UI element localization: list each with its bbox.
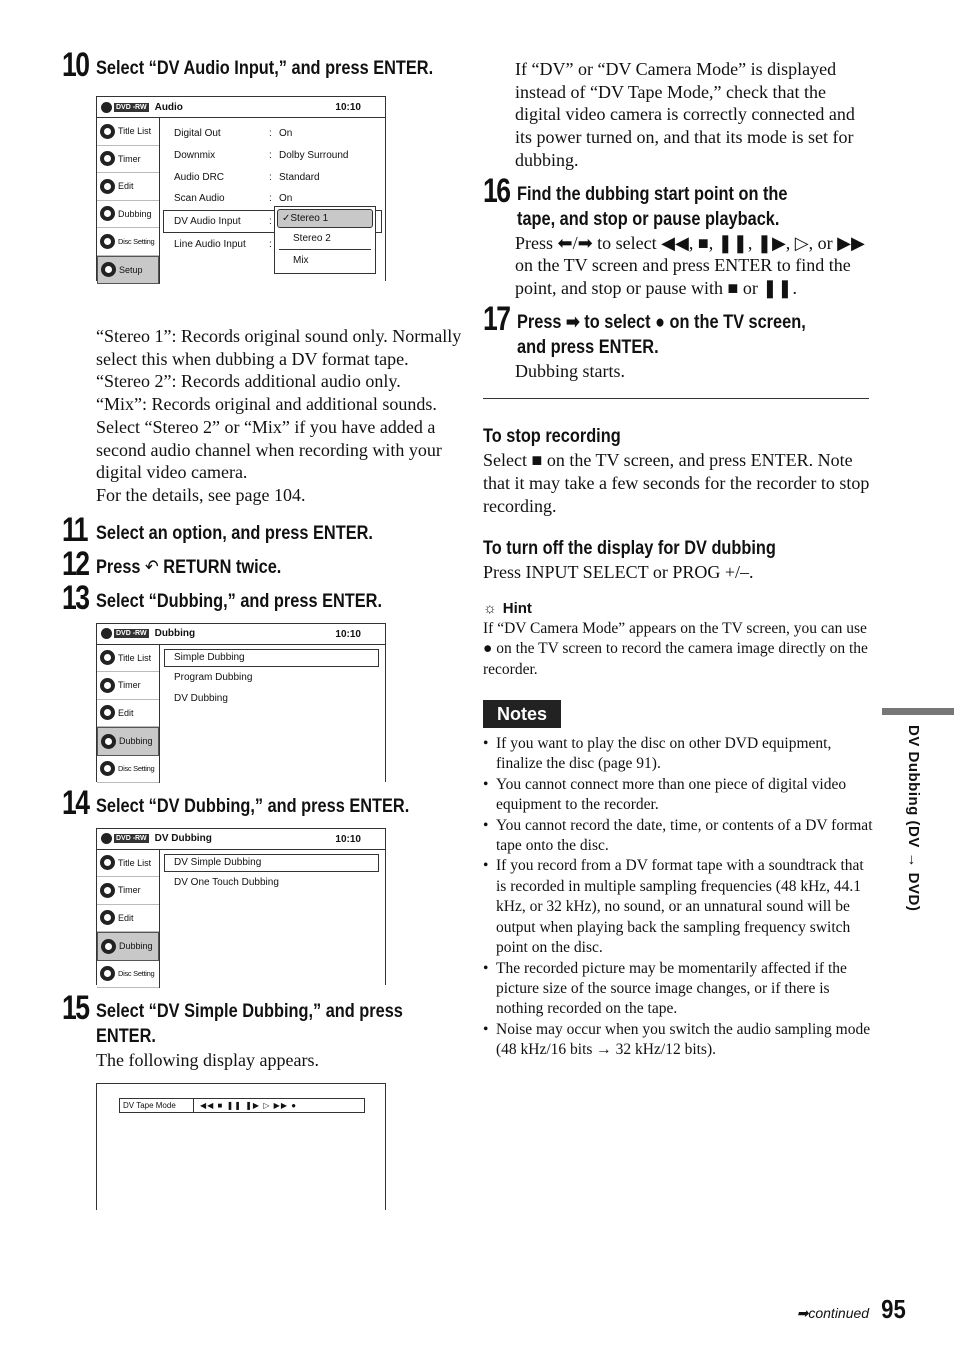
- step-17: [483, 299, 873, 360]
- menu-item-edit[interactable]: Edit: [97, 905, 159, 933]
- step-15-text: The following display appears.: [96, 1049, 319, 1070]
- dvd-rw-badge: DVD -RW: [116, 835, 147, 843]
- side-menu: [97, 118, 160, 284]
- edit-icon: [100, 705, 115, 720]
- timer-icon: [100, 151, 115, 166]
- step-title: Select “DV Audio Input,” and press ENTER.: [95, 58, 433, 79]
- menu-item-dubbing[interactable]: Dubbing: [97, 727, 159, 756]
- dv-tape-mode-screen: [96, 1083, 386, 1210]
- screen-header: [97, 97, 385, 118]
- side-section-label: DV Dubbing (DV → DVD): [905, 725, 922, 912]
- dvd-rw-badge: DVD -RW: [116, 103, 147, 111]
- setting-row[interactable]: Digital Out : On: [174, 128, 293, 140]
- note-item: • You cannot record the date, time, or contents of a DV format tape onto the disc.: [483, 816, 873, 857]
- screen-title: Audio: [154, 101, 183, 113]
- step-title: Select an option, and press ENTER.: [96, 522, 373, 544]
- side-menu: [97, 645, 160, 784]
- dv-mode-text: If “DV” or “DV Camera Mode” is displayed instead of “DV Tape Mode,” check that the digital video camera is correctly connected and its power turned on, and that its mode is set for dubbing.: [515, 59, 855, 170]
- paragraph: “Stereo 1”: Records original sound only. Normally select this when dubbing a DV format tape.: [96, 326, 462, 369]
- audio-settings: [160, 118, 385, 284]
- tape-control-bar: [119, 1098, 365, 1113]
- note-item: • If you record from a DV format tape with a soundtrack that is recorded in multiple sampling frequencies (48 kHz, 44.1 kHz, or 32 kHz), no sound, or an unnatural sound will be output when playing back the sampling frequency switch point on the disc.: [483, 856, 873, 958]
- menu-item-disc-setting[interactable]: Disc Setting: [97, 961, 159, 989]
- step-number: 10: [62, 46, 89, 84]
- paragraph: Select “Stereo 2” or “Mix” if you have added a second audio channel when recording with your digital video camera.: [96, 416, 442, 483]
- tape-controls[interactable]: ◀◀ ■ ❚❚ ❚▶ ▷ ▶▶ ●: [200, 1101, 298, 1111]
- popup-option-stereo-2[interactable]: Stereo 2: [279, 228, 371, 250]
- dubbing-icon: [101, 734, 116, 749]
- menu-item-timer[interactable]: Timer: [97, 672, 159, 700]
- step-title: Press ↶ RETURN twice.: [96, 556, 282, 578]
- audio-screen: [96, 96, 386, 281]
- menu-item-dubbing[interactable]: Dubbing: [97, 201, 159, 229]
- side-menu: [97, 850, 160, 989]
- step-number: 11: [62, 510, 87, 549]
- stop-recording-text: Select ■ on the TV screen, and press ENTER. Note that it may take a few seconds for the recorder to stop recording.: [483, 450, 870, 516]
- notes-badge: Notes: [483, 700, 561, 728]
- left-column: [62, 48, 462, 1210]
- note-item: • Noise may occur when you switch the audio sampling mode (48 kHz/16 bits → 32 kHz/12 bits).: [483, 1020, 873, 1061]
- step-number: 13: [62, 578, 89, 617]
- screen-title: DV Dubbing: [154, 833, 212, 845]
- stereo-description: [62, 325, 462, 507]
- setting-row-selected[interactable]: DV Audio Input :: [163, 210, 382, 234]
- hint-heading: ☼ Hint: [483, 600, 532, 618]
- popup-option-mix[interactable]: Mix: [293, 255, 309, 266]
- menu-item-disc-setting[interactable]: Disc Setting: [97, 228, 159, 256]
- setting-row[interactable]: Audio DRC : Standard: [174, 171, 320, 183]
- notes-list: [483, 734, 873, 1061]
- menu-item-title-list[interactable]: Title List: [97, 118, 159, 146]
- setting-row[interactable]: Line Audio Input :: [174, 238, 272, 250]
- timer-icon: [100, 678, 115, 693]
- setting-row[interactable]: Scan Audio : On: [174, 193, 293, 205]
- step-title: Find the dubbing start point on the tape, and stop or pause playback.: [516, 183, 788, 230]
- disc-icon: [101, 833, 112, 844]
- step-11: [62, 510, 462, 549]
- step-number: 17: [483, 299, 510, 338]
- step-title: Select “DV Dubbing,” and press ENTER.: [96, 795, 410, 817]
- screen-header: [97, 624, 385, 645]
- clock: 10:10: [335, 102, 361, 113]
- step-number: 16: [483, 171, 510, 210]
- paragraph: “Stereo 2”: Records additional audio only.: [96, 371, 401, 392]
- note-item: • If you want to play the disc on other DVD equipment, finalize the disc (page 91).: [483, 734, 873, 775]
- disc-icon: [101, 628, 112, 639]
- step-16-text: Press ⬅/➡ to select ◀◀, ■, ❚❚, ❚▶, ▷, or ▶▶ on the TV screen and press ENTER to find the point, and stop or pause with ■ or ❚❚.: [515, 232, 865, 298]
- clock: 10:10: [335, 833, 361, 845]
- step-15: [62, 988, 462, 1049]
- return-icon: ↶: [145, 556, 159, 578]
- divider: [483, 398, 869, 399]
- turn-off-heading: To turn off the display for DV dubbing: [483, 538, 776, 560]
- dv-dubbing-screen: [96, 828, 386, 985]
- timer-icon: [100, 883, 115, 898]
- title-list-icon: [100, 650, 115, 665]
- page-number: 95: [881, 1294, 906, 1324]
- step-number: 15: [62, 988, 89, 1027]
- lightbulb-icon: ☼: [483, 600, 497, 618]
- right-column: [483, 58, 873, 1061]
- dubbing-list: [160, 645, 385, 784]
- dvd-rw-badge: DVD -RW: [116, 630, 147, 638]
- edit-icon: [100, 910, 115, 925]
- disc-setting-icon: [100, 761, 115, 776]
- list-item[interactable]: DV One Touch Dubbing: [174, 876, 279, 888]
- disc-icon: [101, 102, 112, 113]
- step-title: Select “DV Simple Dubbing,” and press ENTER.: [95, 1000, 403, 1047]
- title-list-icon: [100, 124, 115, 139]
- side-tab-marker: [882, 708, 954, 715]
- audio-input-popup: [274, 206, 376, 274]
- menu-item-timer[interactable]: Timer: [97, 146, 159, 174]
- continued-label: ➡continued: [796, 1305, 870, 1321]
- step-16: [483, 171, 873, 232]
- screen-header: [97, 829, 385, 850]
- menu-item-edit[interactable]: Edit: [97, 700, 159, 728]
- dv-dubbing-list: [160, 850, 385, 989]
- step-title: Press ➡ to select ● on the TV screen, and press ENTER.: [516, 311, 806, 358]
- menu-item-disc-setting[interactable]: Disc Setting: [97, 756, 159, 784]
- stop-recording-heading: To stop recording: [483, 426, 621, 448]
- turn-off-text: Press INPUT SELECT or PROG +/–.: [483, 562, 754, 583]
- disc-setting-icon: [100, 234, 115, 249]
- menu-item-title-list[interactable]: Title List: [97, 645, 159, 673]
- setting-row[interactable]: Downmix : Dolby Surround: [174, 150, 349, 162]
- list-item-selected[interactable]: Simple Dubbing: [164, 649, 379, 667]
- page-footer: [797, 1296, 908, 1322]
- step-14: [62, 783, 462, 822]
- step-17-text: Dubbing starts.: [515, 360, 625, 381]
- popup-option-stereo-1[interactable]: ✓Stereo 1: [277, 209, 373, 228]
- setup-icon: [101, 262, 116, 277]
- menu-item-edit[interactable]: Edit: [97, 173, 159, 201]
- clock: 10:10: [335, 628, 361, 640]
- menu-item-title-list[interactable]: Title List: [97, 850, 159, 878]
- disc-setting-icon: [100, 966, 115, 981]
- step-number: 14: [62, 783, 89, 822]
- menu-item-timer[interactable]: Timer: [97, 877, 159, 905]
- step-13: [62, 578, 462, 617]
- list-item[interactable]: Program Dubbing: [174, 671, 253, 683]
- dubbing-icon: [101, 939, 116, 954]
- edit-icon: [100, 179, 115, 194]
- screen-title: Dubbing: [154, 628, 196, 640]
- note-item: • The recorded picture may be momentarily affected if the picture size of the source image changes, or if there is nothing recorded on the tape.: [483, 959, 873, 1020]
- tape-mode-label: DV Tape Mode: [120, 1099, 194, 1112]
- paragraph: For the details, see page 104.: [96, 484, 306, 505]
- title-list-icon: [100, 855, 115, 870]
- menu-item-setup[interactable]: Setup: [97, 256, 159, 285]
- step-12: [62, 544, 462, 583]
- dubbing-icon: [100, 206, 115, 221]
- hint-text: If “DV Camera Mode” appears on the TV screen, you can use ● on the TV screen to record the camera image directly on the recorder.: [483, 620, 868, 678]
- step-title: Select “Dubbing,” and press ENTER.: [96, 590, 383, 612]
- step-number: 12: [62, 544, 89, 583]
- list-item[interactable]: DV Dubbing: [174, 693, 228, 705]
- note-item: • You cannot connect more than one piece of digital video equipment to the recorder.: [483, 775, 873, 816]
- menu-item-dubbing[interactable]: Dubbing: [97, 932, 159, 961]
- list-item-selected[interactable]: DV Simple Dubbing: [164, 854, 379, 872]
- paragraph: “Mix”: Records original and additional sounds.: [96, 394, 437, 415]
- dubbing-screen: [96, 623, 386, 782]
- step-10: [62, 48, 462, 82]
